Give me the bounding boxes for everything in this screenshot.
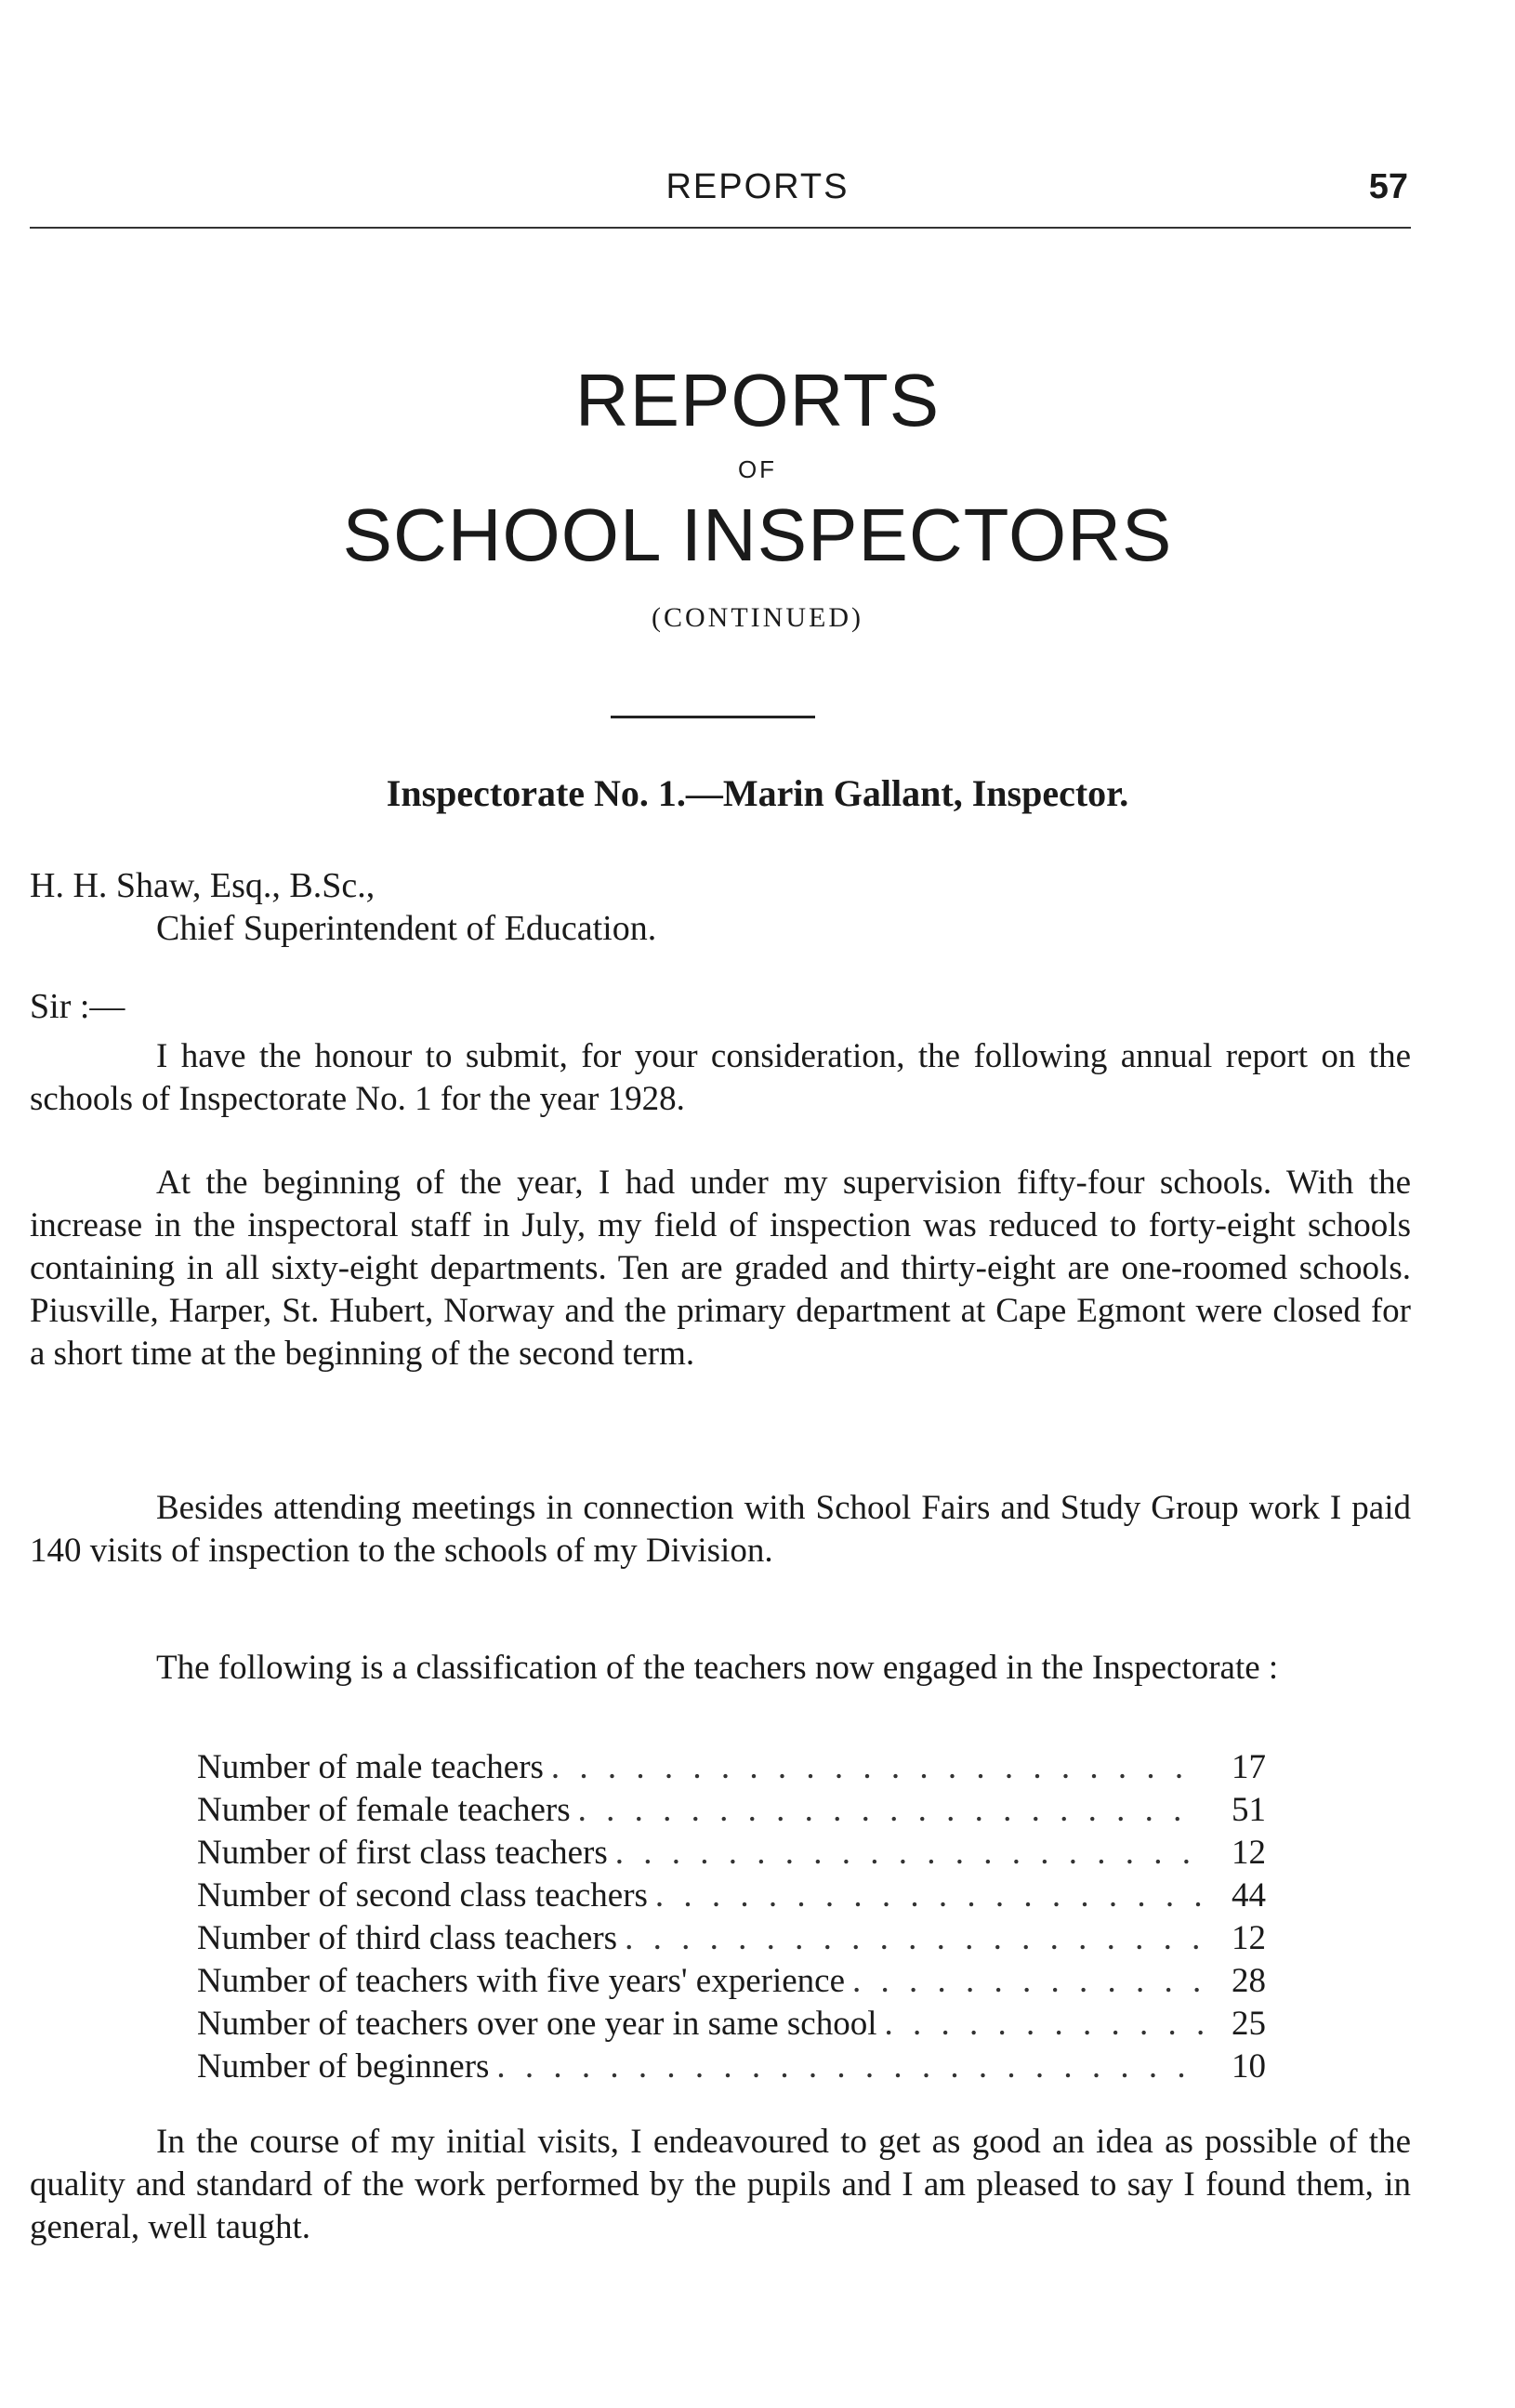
paragraph-classification: The following is a classification of the teachers now engaged in the Inspectorate : [156, 1649, 1279, 1687]
paragraph-supervision: At the beginning of the year, I had under my supervision fifty-four schools. With the increase in the inspectoral staff in July, my field of inspection was reduced to forty-eight schools containing in all sixty-eight departments. Ten are graded and thirty-eight are one-roomed schools. Piusville, Harper, St. Hubert, Norway and the primary department at Cape Egmont were closed for a short time at the beginning of the second term. [30, 1164, 1411, 1373]
stat-label: Number of first class teachers [197, 1834, 608, 1872]
stat-value: 51 [1232, 1791, 1266, 1829]
stat-row [197, 1875, 1266, 1918]
stat-row [197, 1833, 1266, 1875]
stat-value: 10 [1232, 2047, 1266, 2086]
stat-label: Number of third class teachers [197, 1919, 618, 1957]
stat-value: 28 [1232, 1962, 1266, 2000]
title-continued: (CONTINUED) [652, 602, 863, 633]
title-rule [611, 716, 815, 718]
stat-row [197, 1790, 1266, 1833]
stat-row [197, 1747, 1266, 1790]
stat-label: Number of female teachers [197, 1791, 571, 1829]
leader-dots [578, 1790, 1203, 1830]
header-rule [30, 227, 1411, 229]
address-line-1: H. H. Shaw, Esq., B.Sc., [30, 866, 375, 905]
paragraph-visits: Besides attending meetings in connection with School Fairs and Study Group work I paid 140 visits of inspection to the schools of my Division. [30, 1489, 1411, 1570]
stat-row [197, 2046, 1266, 2089]
running-title: REPORTS [665, 167, 850, 206]
stat-value: 12 [1232, 1834, 1266, 1872]
stat-label: Number of teachers over one year in same school [197, 2005, 877, 2043]
stat-label: Number of second class teachers [197, 1876, 648, 1915]
leader-dots [625, 1918, 1203, 1958]
stat-row [197, 2004, 1266, 2046]
teacher-stats-list [197, 1747, 1266, 2089]
running-header [0, 167, 1515, 214]
stat-value: 12 [1232, 1919, 1266, 1957]
paragraph-initial-visits: In the course of my initial visits, I endeavoured to get as good an idea as possible of the quality and standard of the work performed by the pupils and I am pleased to say I found them, in general, well taught. [30, 2123, 1411, 2246]
title-of: OF [737, 455, 778, 483]
title-reports: REPORTS [574, 359, 941, 441]
paragraph-intro: I have the honour to submit, for your consideration, the following annual report on the schools of Inspectorate No. 1 for the year 1928. [30, 1037, 1411, 1118]
leader-dots [615, 1833, 1203, 1873]
leader-dots [551, 1747, 1203, 1787]
page-number: 57 [1368, 167, 1408, 206]
stat-value: 17 [1232, 1748, 1266, 1786]
stat-label: Number of teachers with five years' experience [197, 1962, 846, 2000]
stat-label: Number of male teachers [197, 1748, 544, 1786]
leader-dots [885, 2004, 1204, 2044]
stat-row [197, 1961, 1266, 2004]
stat-label: Number of beginners [197, 2047, 490, 2086]
stat-value: 25 [1232, 2005, 1266, 2043]
stat-row [197, 1918, 1266, 1961]
section-subheading: Inspectorate No. 1.—Marin Gallant, Inspector. [386, 772, 1129, 814]
leader-dots [496, 2046, 1203, 2086]
salutation: Sir :— [30, 987, 125, 1026]
leader-dots [852, 1961, 1203, 2001]
leader-dots [655, 1875, 1203, 1915]
stat-value: 44 [1232, 1876, 1266, 1915]
title-school-inspectors: SCHOOL INSPECTORS [342, 493, 1173, 576]
address-line-2: Chief Superintendent of Education. [156, 909, 657, 948]
